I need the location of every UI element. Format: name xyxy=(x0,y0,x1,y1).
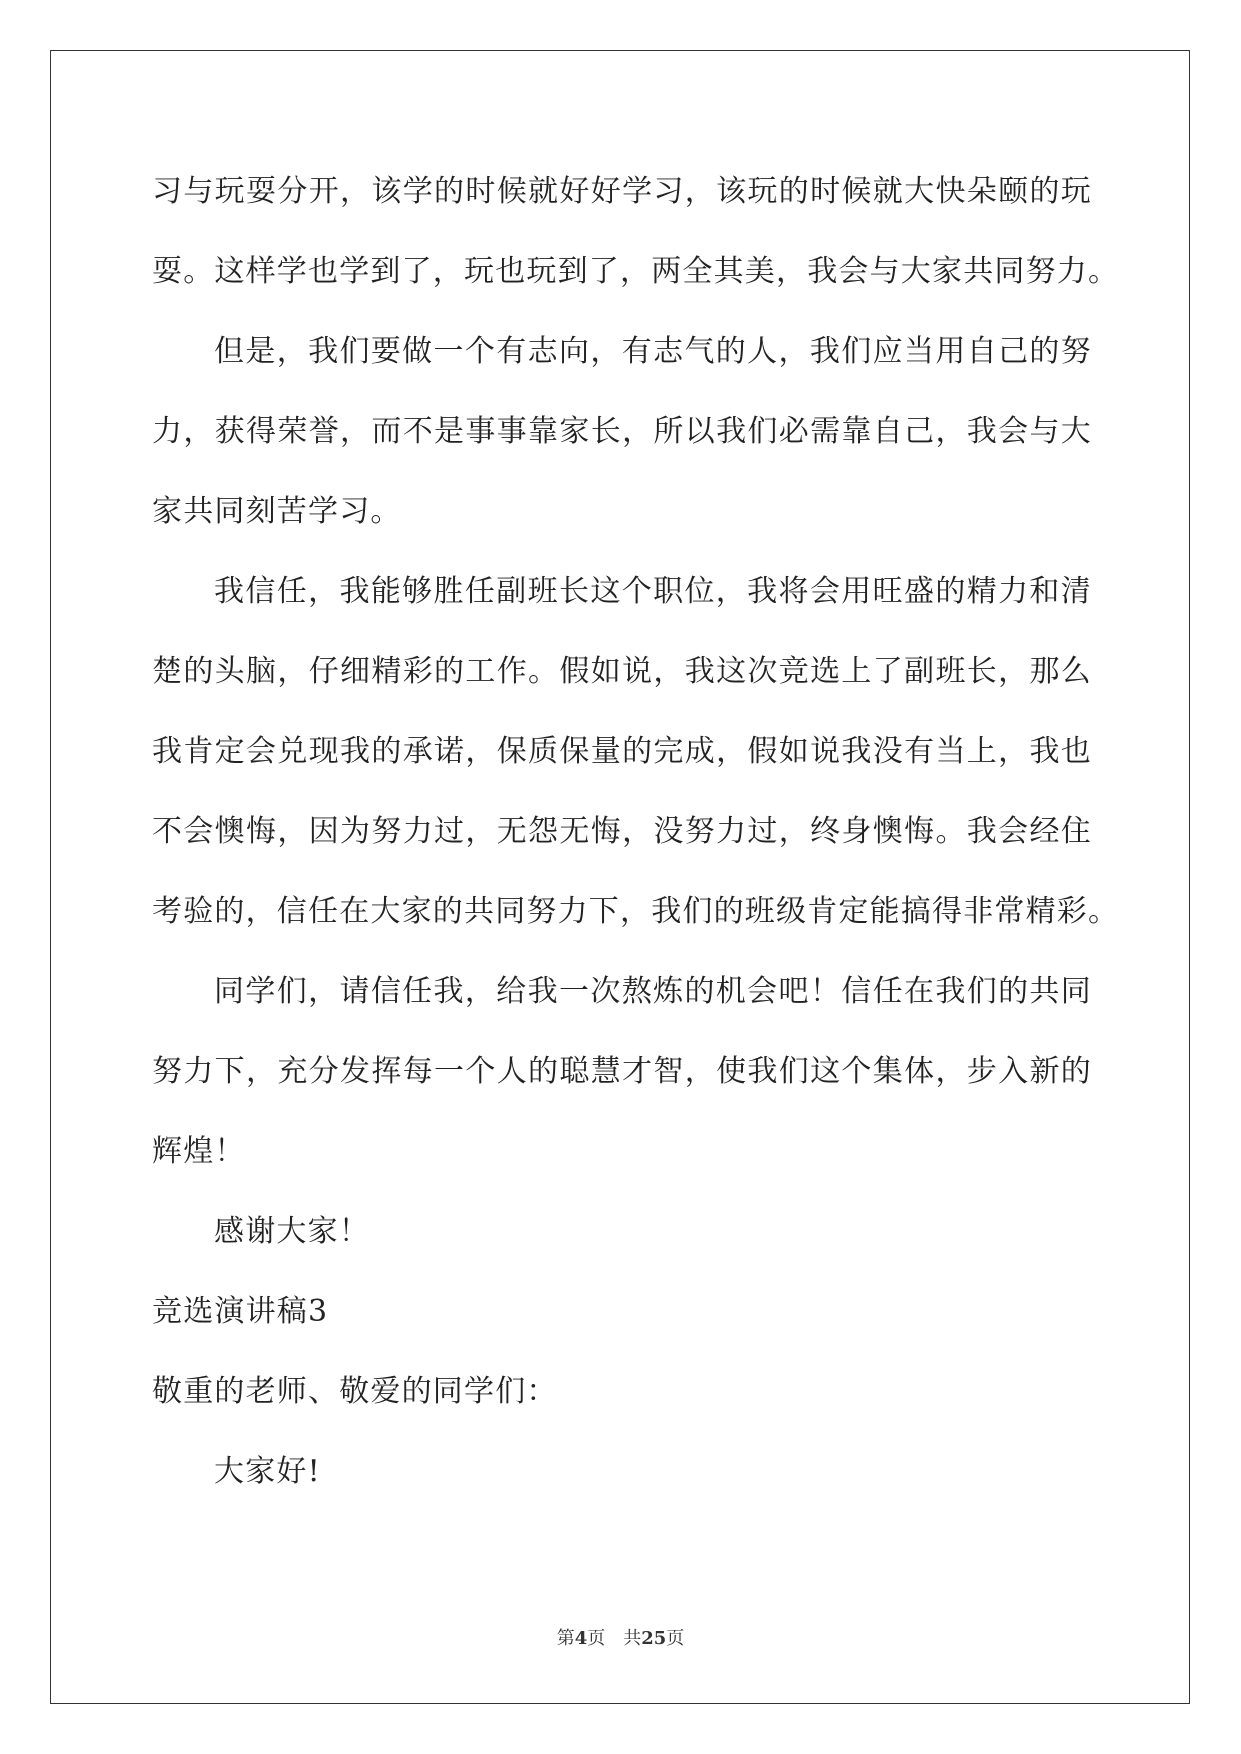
text-line: 考验的，信任在大家的共同努力下，我们的班级肯定能搞得非常精彩。 xyxy=(152,894,1120,929)
text-line: 我肯定会兑现我的承诺，保质保量的完成，假如说我没有当上，我也 xyxy=(152,734,1092,769)
paragraph-start-line: 我信任，我能够胜任副班长这个职位，我将会用旺盛的精力和清 xyxy=(214,574,1092,609)
text-line: 辉煌！ xyxy=(152,1134,246,1169)
paragraph-start-line: 同学们，请信任我，给我一次熬炼的机会吧！信任在我们的共同 xyxy=(214,974,1092,1009)
document-body xyxy=(152,152,1120,1512)
page-number: 4 xyxy=(574,1628,588,1649)
text-line: 努力下，充分发挥每一个人的聪慧才智，使我们这个集体，步入新的 xyxy=(152,1054,1092,1089)
greeting: 大家好! xyxy=(214,1454,321,1489)
paragraph-start-line: 但是，我们要做一个有志向，有志气的人，我们应当用自己的努 xyxy=(214,334,1092,369)
total-suffix: 页 xyxy=(666,1628,685,1649)
text-line: 习与玩耍分开，该学的时候就好好学习，该玩的时候就大快朵颐的玩 xyxy=(152,174,1092,209)
total-pages: 25 xyxy=(641,1628,667,1649)
text-line: 耍。这样学也学到了，玩也玩到了，两全其美，我会与大家共同努力。 xyxy=(152,254,1120,289)
page-suffix: 页 xyxy=(587,1628,606,1649)
section-heading: 竞选演讲稿3 xyxy=(152,1294,329,1329)
text-line: 家共同刻苦学习。 xyxy=(152,494,402,529)
closing-line: 感谢大家！ xyxy=(214,1214,370,1249)
text-line: 楚的头脑，仔细精彩的工作。假如说，我这次竞选上了副班长，那么 xyxy=(152,654,1092,689)
text-line: 力，获得荣誉，而不是事事靠家长，所以我们必需靠自己，我会与大 xyxy=(152,414,1092,449)
page-footer xyxy=(0,1624,1241,1650)
total-prefix: 共 xyxy=(623,1628,642,1649)
page-prefix: 第 xyxy=(556,1628,575,1649)
salutation: 敬重的老师、敬爱的同学们： xyxy=(152,1374,558,1409)
text-line: 不会懊悔，因为努力过，无怨无悔，没努力过，终身懊悔。我会经住 xyxy=(152,814,1092,849)
